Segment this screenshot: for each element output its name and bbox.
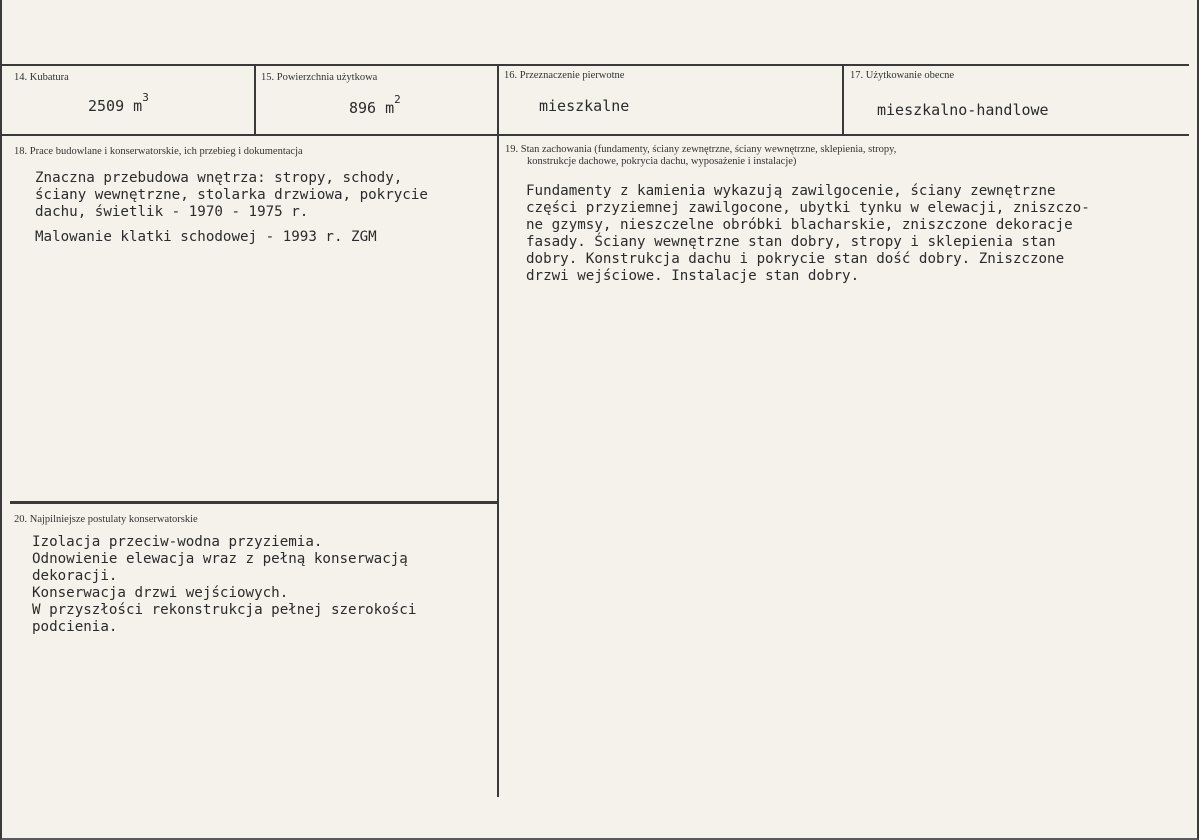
field-19-line-4: fasady. Ściany wewnętrzne stan dobry, stropy i sklepienia stan	[526, 234, 1056, 250]
field-20-line-1: Izolacja przeciw-wodna przyziemia.	[32, 534, 323, 550]
divider-14-15	[254, 64, 256, 136]
powierzchnia-value: 896 m	[349, 99, 395, 117]
field-17-value: mieszkalno-handlowe	[877, 101, 1049, 119]
field-18-line-2: ściany wewnętrzne, stolarka drzwiowa, pokrycie	[35, 187, 428, 203]
field-19-label-line-1: 19. Stan zachowania (fundamenty, ściany zewnętrzne, ściany wewnętrzne, sklepienia, stropy,	[505, 144, 897, 155]
field-19-line-1: Fundamenty z kamienia wykazują zawilgocenie, ściany zewnętrzne	[526, 183, 1056, 199]
field-18-line-1: Znaczna przebudowa wnętrza: stropy, schody,	[35, 170, 403, 186]
field-20-label: 20. Najpilniejsze postulaty konserwatorskie	[14, 514, 198, 525]
field-18-note: Malowanie klatki schodowej - 1993 r. ZGM	[35, 229, 377, 245]
field-15-value	[349, 95, 401, 118]
kubatura-exp: 3	[142, 91, 149, 104]
field-16-label: 16. Przeznaczenie pierwotne	[504, 70, 625, 81]
field-17-label: 17. Użytkowanie obecne	[850, 70, 955, 81]
field-20-line-2: Odnowienie elewacja wraz z pełną konserwacją	[32, 551, 408, 567]
field-20-line-5: W przyszłości rekonstrukcja pełnej szerokości	[32, 602, 417, 618]
powierzchnia-exp: 2	[394, 93, 401, 106]
field-20-line-3: dekoracji.	[32, 568, 118, 584]
field-19-line-5: dobry. Konstrukcja dachu i pokrycie stan dość dobry. Zniszczone	[526, 251, 1065, 267]
field-14-label: 14. Kubatura	[14, 72, 69, 83]
top-rule	[2, 64, 1189, 66]
section-20-rule	[10, 501, 497, 504]
field-19-line-6: drzwi wejściowe. Instalacje stan dobry.	[526, 268, 860, 284]
field-19-line-3: ne gzymsy, nieszczelne obróbki blacharskie, zniszczone dekoracje	[526, 217, 1073, 233]
header-bottom-rule	[2, 134, 1189, 136]
field-14-value	[88, 93, 149, 116]
kubatura-value: 2509 m	[88, 97, 143, 115]
field-15-label: 15. Powierzchnia użytkowa	[261, 72, 378, 83]
field-20-line-4: Konserwacja drzwi wejściowych.	[32, 585, 289, 601]
divider-16-17	[842, 64, 844, 136]
field-18-label: 18. Prace budowlane i konserwatorskie, ich przebieg i dokumentacja	[14, 146, 303, 157]
field-19-line-2: części przyziemnej zawilgocone, ubytki tynku w elewacji, zniszczo-	[526, 200, 1090, 216]
field-20-line-6: podcienia.	[32, 619, 118, 635]
field-16-value: mieszkalne	[539, 97, 630, 115]
divider-15-16	[497, 64, 499, 797]
field-18-line-3: dachu, świetlik - 1970 - 1975 r.	[35, 204, 309, 220]
field-19-label-line-2: konstrukcje dachowe, pokrycia dachu, wyposażenie i instalacje)	[527, 156, 797, 167]
